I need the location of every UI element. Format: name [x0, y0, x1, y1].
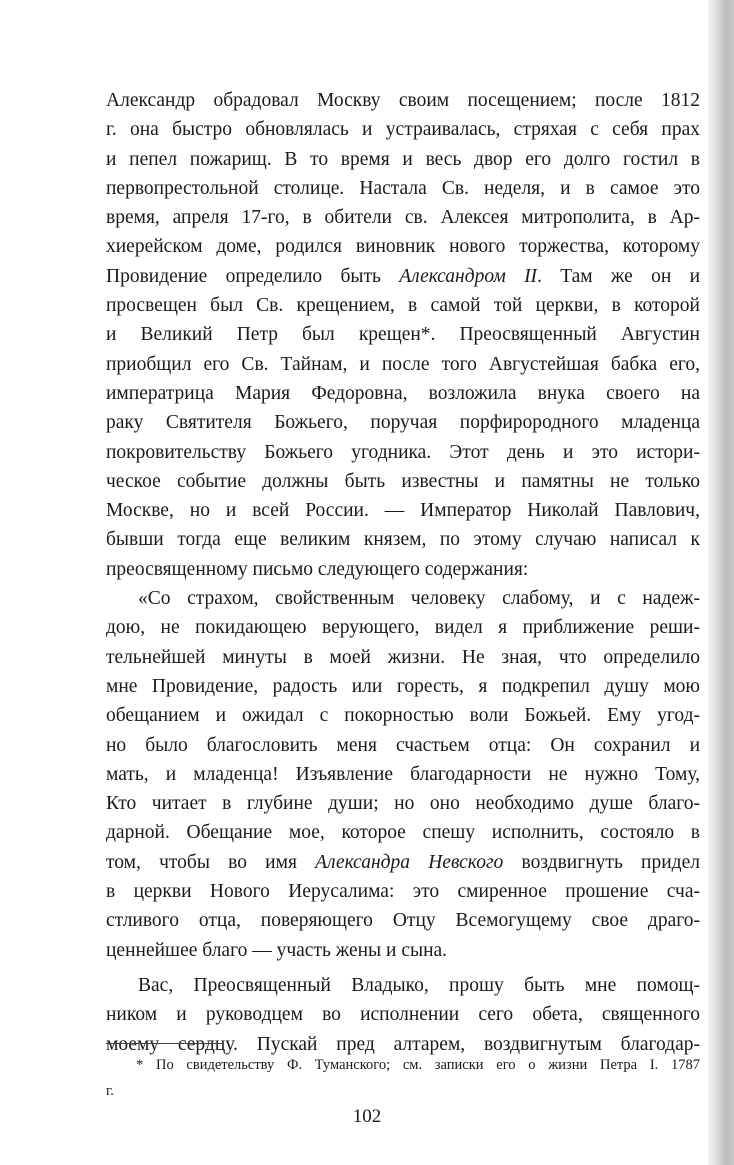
text-line: и Великий Петр был крещен*. Преосвященный Августин	[106, 324, 700, 346]
text-line: ником и руководцем во исполнении сего обета, священного	[106, 1004, 700, 1026]
main-text	[106, 86, 700, 1059]
footnote-line: * По свидетельству Ф. Туманского; см. записки его о жизни Петра I. 1787	[136, 1057, 700, 1073]
italic-name: Александром II	[399, 265, 538, 287]
text-span: том, чтобы во имя	[106, 851, 316, 873]
text-line: первопрестольной столице. Настала Св. неделя, и в самое это	[106, 177, 700, 199]
text-line: мне Провидение, радость или горесть, я подкрепил душу мою	[106, 675, 700, 697]
text-span: . Там же он и	[537, 265, 700, 287]
text-line: хиерейском доме, родился виновник нового торжества, которому	[106, 236, 700, 258]
text-line: мать, и младенца! Изъявление благодарности не нужно Тому,	[106, 763, 700, 785]
text-line: Москве, но и всей России. — Император Николай Павлович,	[106, 500, 700, 522]
text-line: просвещен был Св. крещением, в самой той церкви, в которой	[106, 295, 700, 317]
text-line: покровительству Божьего угодника. Этот день и это истори-	[106, 441, 700, 463]
text-line: г. она быстро обновлялась и устраивалась, стряхая с себя прах	[106, 119, 700, 141]
footnote-line: г.	[106, 1083, 114, 1099]
text-line: раку Святителя Божьего, поручая порфирородного младенца	[106, 412, 700, 434]
text-line: императрица Мария Федоровна, возложила внука своего на	[106, 382, 700, 404]
page-number: 102	[352, 1106, 382, 1127]
text-line: и пепел пожарищ. В то время и весь двор его долго гостил в	[106, 148, 700, 170]
italic-name: Александра Невского	[315, 851, 504, 873]
text-line: тельнейшей минуты в моей жизни. Не зная, что определило	[106, 646, 700, 668]
text-line: время, апреля 17-го, в обители св. Алексея митрополита, в Ар-	[106, 207, 700, 229]
text-line: но было благословить меня счастьем отца: Он сохранил и	[106, 734, 700, 756]
text-line: Кто читает в глубине души; но оно необходимо душе благо-	[106, 793, 700, 815]
text-line: в церкви Нового Иерусалима: это смиренное прошение сча-	[106, 881, 700, 903]
footnote-divider	[106, 1043, 222, 1044]
text-line: ценнейшее благо — участь жены и сына.	[106, 939, 448, 961]
footnote	[106, 1052, 700, 1104]
text-line: дою, не покидающею верующего, видел я приближение реши-	[106, 617, 700, 639]
text-span: воздвигнуть придел	[503, 851, 700, 873]
text-line	[106, 262, 700, 291]
text-line: стливого отца, поверяющего Отцу Всемогущему свое драго-	[106, 910, 700, 932]
text-line: ческое событие должны быть известны и памятны не только	[106, 470, 700, 492]
text-line: Александр обрадовал Москву своим посещением; после 1812	[106, 90, 700, 111]
page-edge-shadow	[708, 0, 734, 1165]
text-line: «Со страхом, свойственным человеку слабому, и с надеж-	[138, 588, 700, 610]
text-line: моему сердцу. Пускай пред алтарем, воздвигнутым благодар-	[106, 1033, 700, 1055]
text-line: обещанием и ожидал с покорностью воли Божьей. Ему угод-	[106, 705, 700, 727]
text-line: бывши тогда еще великим князем, по этому случаю написал к	[106, 529, 700, 551]
text-line: дарной. Обещание мое, которое спешу исполнить, состояло в	[106, 822, 700, 844]
text-line: преосвященному письмо следующего содержания:	[106, 558, 529, 580]
text-span: Провидение определило быть	[106, 265, 400, 287]
text-line	[106, 848, 700, 877]
text-line: приобщил его Св. Тайнам, и после того Августейшая бабка его,	[106, 353, 700, 375]
text-line: Вас, Преосвященный Владыко, прошу быть мне помощ-	[138, 974, 700, 996]
